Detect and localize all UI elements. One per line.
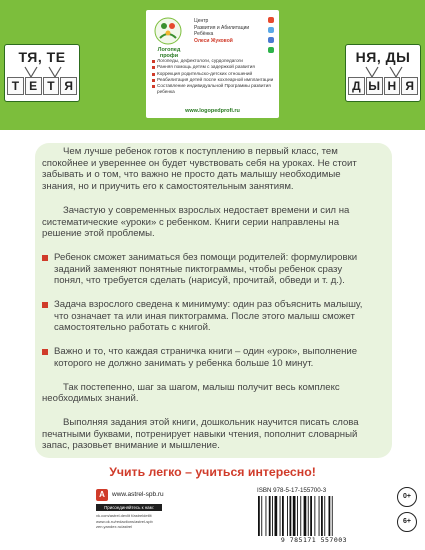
logo-card (146, 10, 279, 118)
barcode-bar (290, 496, 292, 536)
logo-wordmark: Логопед профи (157, 47, 181, 59)
join-us-label: Присоединяйтесь к нам: (96, 504, 162, 511)
letter-cell: Е (25, 77, 42, 95)
barcode-bar (275, 496, 278, 536)
description-text (42, 146, 374, 464)
barcode-bar (332, 496, 333, 536)
barcode-digits: 9 785171 557003 (280, 536, 348, 544)
barcode-bar (280, 496, 281, 536)
barcode-bar (319, 496, 320, 536)
barcode-bar (282, 496, 284, 536)
barcode-bar (261, 496, 262, 536)
letter-cell: Т (43, 77, 60, 95)
letter-cell: Т (7, 77, 24, 95)
barcode-bar (287, 496, 288, 536)
letter-cell: Я (401, 77, 418, 95)
barcode-bar (272, 496, 273, 536)
barcode-bar (324, 496, 325, 536)
word-tile-left (4, 44, 80, 102)
barcode-bar (310, 496, 312, 536)
barcode-icon (254, 496, 374, 538)
bullet-square-icon (42, 302, 48, 308)
barcode-bar (308, 496, 309, 536)
barcode-bar (258, 496, 260, 536)
barcode-bar (297, 496, 298, 536)
bullet-square-icon (42, 349, 48, 355)
social-icons (268, 17, 274, 57)
bullet-paragraph (42, 346, 374, 369)
tile-right-syllables: НЯ, ДЫ (355, 49, 411, 65)
slogan: Учить легко – учиться интересно! (109, 465, 316, 479)
barcode-bar (269, 496, 271, 536)
services-list (152, 58, 275, 96)
center-website-link[interactable]: www.logopedprofi.ru (185, 108, 240, 114)
letter-cell: Н (384, 77, 401, 95)
tile-left-letters (7, 77, 77, 97)
service-item: Логопеды, дефектологи, сурдопедагоги (152, 58, 275, 64)
letter-cell: Ы (366, 77, 383, 95)
barcode-bar (304, 496, 307, 536)
isbn: ISBN 978-5-17-155700-3 (257, 487, 327, 494)
center-name-block (194, 18, 269, 44)
publisher-website-link[interactable]: www.astrel-spb.ru (112, 491, 164, 498)
publisher-social-links (96, 513, 186, 530)
barcode-bar (321, 496, 323, 536)
paragraph: Зачастую у современных взрослых недостает времени и сил на систематические «уроки» с ребенком. Книги серии направлены на решение этой проблемы. (42, 204, 350, 240)
barcode-bar (300, 496, 301, 536)
social-icon[interactable] (268, 47, 274, 53)
publisher-logo-icon: А (96, 489, 108, 501)
tile-left-syllables: ТЯ, ТЕ (18, 49, 66, 65)
social-icon[interactable] (268, 37, 274, 43)
service-item: Ранняя помощь детям с задержкой развития (152, 64, 275, 70)
bullet-paragraph (42, 299, 374, 334)
center-line: Развития и Абилитации Ребёнка (194, 24, 250, 37)
bullet-text: Задача взрослого сведена к минимуму: один раз объяснить малышу, что означает та или иная пиктограмма. После этого малыш сможет самостоятельно работать с книгой. (54, 299, 363, 334)
paragraph: Выполняя задания этой книги, дошкольник научится писать слова печатными буквами, потренирует навыки чтения, пополнит словарный запас, разовьет внимание и мышление. (42, 416, 359, 452)
center-founder: Олеси Жуковой (194, 37, 233, 44)
social-icon[interactable] (268, 17, 274, 23)
age-rating-badge: 6+ (397, 512, 417, 532)
social-icon[interactable] (268, 27, 274, 33)
bullet-square-icon (42, 255, 48, 261)
service-item: Составление индивидуальной Программы развития ребенка (152, 83, 275, 96)
letter-cell: Я (60, 77, 77, 95)
word-tile-right (345, 44, 421, 102)
service-item: Реабилитация детей после кохлеарной имплантации (152, 77, 275, 83)
bullet-text: Ребенок сможет заниматься без помощи родителей: формулировки заданий заменяют понятные пиктограммы, чтобы ребенок сразу понял, что требуется сделать (нарисуй, прочитай, обведи и т. д.). (54, 251, 358, 287)
social-link[interactable]: vk.com/astrel.devlit f/astreldetlit (96, 513, 152, 518)
bullet-paragraph (42, 252, 374, 287)
barcode-bar (266, 496, 267, 536)
letter-cell: Д (348, 77, 365, 95)
barcode-bar (329, 496, 331, 536)
center-line: Центр (194, 18, 209, 24)
service-item: Коррекция родительско-детских отношений (152, 71, 275, 77)
top-green-band (0, 0, 425, 130)
age-rating-badge: 0+ (397, 487, 417, 507)
paragraph: Чем лучше ребенок готов к поступлению в первый класс, тем спокойнее и увереннее он будет чувствовать себя на уроках. Не стоит забывать и о том, что важно не просто дать малышу необходимые знания, но и приучить его к самостоятельным занятиям. (42, 146, 357, 193)
speech-therapist-logo-icon (153, 16, 183, 46)
paragraph: Так постепенно, шаг за шагом, малыш получит весь комплекс необходимых знаний. (42, 381, 340, 405)
barcode-bar (314, 496, 315, 536)
tile-right-letters (348, 77, 418, 97)
bullet-text: Важно и то, что каждая страничка книги – один «урок», выполнение которого не должно занимать у ребенка больше 10 минут. (54, 346, 358, 369)
social-link[interactable]: www.ok.ru/redactions/astrel-spb (96, 518, 153, 524)
barcode-bar (293, 496, 296, 536)
social-link[interactable]: zen.yandex.ru/astrel (96, 524, 133, 529)
